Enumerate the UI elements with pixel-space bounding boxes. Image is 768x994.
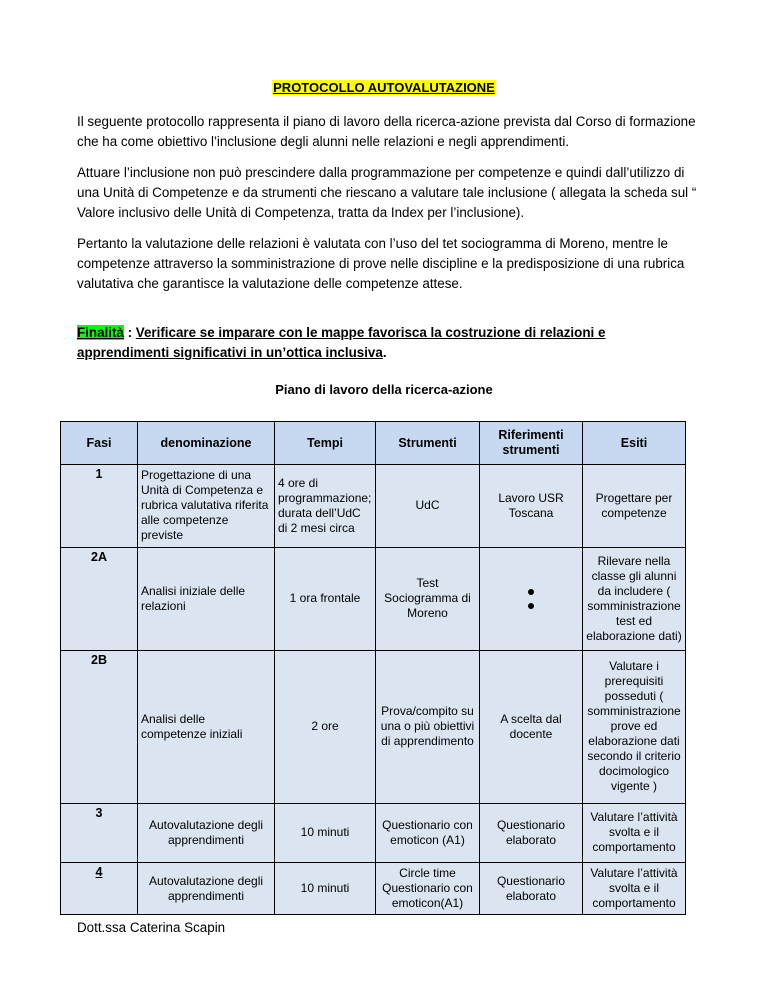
bullet-icon <box>528 589 534 595</box>
finalita-text: Verificare se imparare con le mappe favorisca la costruzione di relazioni e apprendimenti significativi in un’ottica inclusiva <box>77 325 606 360</box>
table-row <box>61 863 686 915</box>
riferimenti-cell: Lavoro USR Toscana <box>480 465 583 548</box>
table-row <box>61 803 686 863</box>
esiti-cell: Progettare per competenze <box>583 465 686 548</box>
fase-cell: 4 <box>61 863 138 915</box>
table-row <box>61 547 686 650</box>
tempi-cell: 10 minuti <box>275 863 376 915</box>
fase-cell: 2B <box>61 650 138 803</box>
paragraph-evaluation: Pertanto la valutazione delle relazioni è valutata con l’uso del tet sociogramma di Moreno, mentre le competenze attraverso la somministrazione di prove nelle discipline e la predisposizione di una rubrica valutativa che garantisce la valutazione delle competenze attese. <box>77 236 685 291</box>
riferimenti-cell <box>480 547 583 650</box>
riferimenti-cell: Questionario elaborato <box>480 803 583 863</box>
header-fasi: Fasi <box>61 422 138 465</box>
fase-cell: 1 <box>61 465 138 548</box>
esiti-cell: Valutare l’attività svolta e il comportamento <box>583 863 686 915</box>
finalita-statement: Finalità : Verificare se imparare con le mappe favorisca la costruzione di relazioni e apprendimenti significativi in un’ottica inclusiva. <box>77 325 606 360</box>
header-riferimenti: Riferimenti strumenti <box>480 422 583 465</box>
header-denominazione: denominazione <box>138 422 275 465</box>
denominazione-cell: Analisi iniziale delle relazioni <box>138 547 275 650</box>
denominazione-cell: Progettazione di una Unità di Competenza e rubrica valutativa riferita alle competenze previste <box>138 465 275 548</box>
esiti-cell: Valutare l’attività svolta e il comportamento <box>583 803 686 863</box>
tempi-cell: 2 ore <box>275 650 376 803</box>
header-esiti: Esiti <box>583 422 686 465</box>
strumenti-cell: Questionario con emoticon (A1) <box>376 803 480 863</box>
strumenti-cell: UdC <box>376 465 480 548</box>
tempi-cell: 10 minuti <box>275 803 376 863</box>
esiti-cell: Valutare i prerequisiti posseduti ( somministrazione prove ed elaborazione dati secondo il criterio docimologico vigente ) <box>583 650 686 803</box>
paragraph-inclusion: Attuare l’inclusione non può prescindere dalla programmazione per competenze e quindi dall’utilizzo di una Unità di Competenze e da strumenti che riescano a valutare tale inclusione ( allegata la scheda sul “ Valore inclusivo delle Unità di Competenza, tratta da Index per l’inclusione). <box>77 165 697 220</box>
header-tempi: Tempi <box>275 422 376 465</box>
bullet-icon <box>528 603 534 609</box>
plan-table <box>60 421 686 915</box>
denominazione-cell: Analisi delle competenze iniziali <box>138 650 275 803</box>
riferimenti-cell: A scelta dal docente <box>480 650 583 803</box>
denominazione-cell: Autovalutazione degli apprendimenti <box>138 803 275 863</box>
footer-author: Dott.ssa Caterina Scapin <box>77 920 226 935</box>
plan-title: Piano di lavoro della ricerca-azione <box>275 382 493 397</box>
fase-cell: 3 <box>61 803 138 863</box>
paragraph-intro: Il seguente protocollo rappresenta il piano di lavoro della ricerca-azione prevista dal Corso di formazione che ha come obiettivo l’inclusione degli alunni nelle relazioni e negli apprendimenti. <box>77 114 696 149</box>
tempi-cell: 1 ora frontale <box>275 547 376 650</box>
strumenti-cell: Circle time Questionario con emoticon(A1) <box>376 863 480 915</box>
table-row <box>61 650 686 803</box>
finalita-label: Finalità <box>77 325 124 340</box>
riferimenti-cell: Questionario elaborato <box>480 863 583 915</box>
denominazione-cell: Autovalutazione degli apprendimenti <box>138 863 275 915</box>
fase-cell: 2A <box>61 547 138 650</box>
strumenti-cell: Test Sociogramma di Moreno <box>376 547 480 650</box>
table-row <box>61 465 686 548</box>
tempi-cell: 4 ore di programmazione; durata dell’UdC di 2 mesi circa <box>275 465 376 548</box>
strumenti-cell: Prova/compito su una o più obiettivi di apprendimento <box>376 650 480 803</box>
header-strumenti: Strumenti <box>376 422 480 465</box>
esiti-cell: Rilevare nella classe gli alunni da includere ( somministrazione test ed elaborazione dati) <box>583 547 686 650</box>
document-title: PROTOCOLLO AUTOVALUTAZIONE <box>273 80 495 95</box>
table-header-row <box>61 422 686 465</box>
